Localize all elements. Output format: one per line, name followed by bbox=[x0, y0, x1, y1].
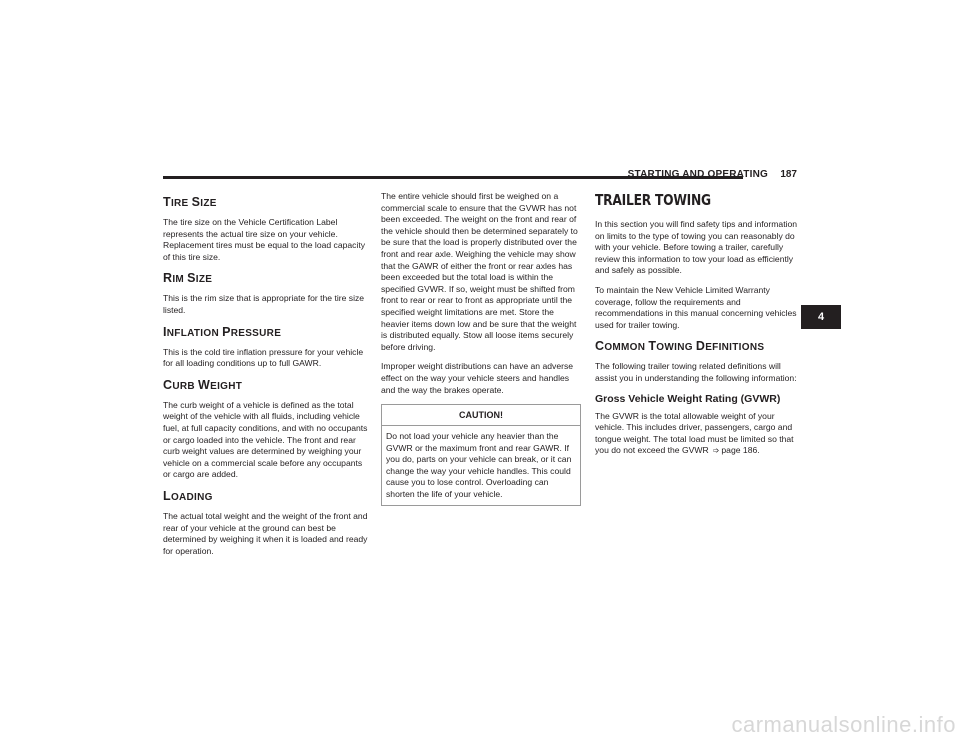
heading-tire-size: TIRE SIZE bbox=[163, 195, 217, 209]
loading-text: The actual total weight and the weight of the front and rear of your vehicle at the ground can best be determined by weighing it when it is loaded and ready for operation. bbox=[163, 510, 368, 556]
caution-title: CAUTION! bbox=[382, 405, 580, 426]
page-reference-arrow-icon: ➩ bbox=[712, 446, 720, 456]
warranty-paragraph: To maintain the New Vehicle Limited Warranty coverage, follow the requirements and recommendations in this manual concerning vehicles used for trailer towing. bbox=[595, 284, 797, 330]
running-header-section: STARTING AND OPERATING bbox=[627, 169, 768, 180]
heading-trailer-towing: TRAILER TOWING bbox=[595, 191, 711, 209]
heading-gvwr: Gross Vehicle Weight Rating (GVWR) bbox=[595, 392, 781, 405]
chapter-tab[interactable]: 4 bbox=[801, 305, 841, 329]
gvwr-text: The GVWR is the total allowable weight of your vehicle. This includes driver, passengers, cargo and tongue weight. The total load must be limited so that you do not exceed the GVWR ➩ page 186. bbox=[595, 410, 794, 456]
page-number: 187 bbox=[780, 169, 797, 180]
definitions-text: The following trailer towing related definitions will assist you in understanding the following information: bbox=[595, 361, 797, 383]
column-right bbox=[595, 191, 800, 465]
section-inflation-pressure bbox=[163, 325, 368, 370]
curb-weight-text: The curb weight of a vehicle is defined as the total weight of the vehicle with all fluids, including vehicle fuel, at full capacity conditions, and with no occupants or cargo loaded into the vehicle. The front and rear curb weight values are determined by weighing your vehicle on a commercial scale before any occupants or cargo are added. bbox=[163, 399, 368, 480]
heading-loading: LOADING bbox=[163, 488, 213, 503]
page-reference-link[interactable]: page 186. bbox=[721, 445, 760, 456]
column-middle bbox=[381, 191, 581, 506]
section-rim-size bbox=[163, 271, 368, 316]
rim-size-text: This is the rim size that is appropriate for the tire size listed. bbox=[163, 293, 365, 315]
heading-inflation-pressure: INFLATION PRESSURE bbox=[163, 324, 282, 339]
heading-curb-weight: CURB WEIGHT bbox=[163, 377, 243, 392]
watermark: carmanualsonline.info bbox=[731, 712, 956, 737]
inflation-pressure-text: This is the cold tire inflation pressure for your vehicle for all loading conditions up to full GAWR. bbox=[163, 346, 364, 369]
weight-distribution-paragraph: Improper weight distributions can have an adverse effect on the way your vehicle steers and handles and the way the brakes operate. bbox=[381, 361, 574, 395]
section-curb-weight bbox=[163, 378, 368, 481]
tire-size-text: The tire size on the Vehicle Certification Label represents the actual tire size on your vehicle. Replacement tires must be equal to the load capacity of this tire size. bbox=[163, 217, 366, 262]
section-common-towing-definitions bbox=[595, 339, 800, 384]
trailer-towing-intro: In this section you will find safety tips and information on limits to the type of towing you can reasonably do with your vehicle. Before towing a trailer, carefully review this information to tow your load as efficiently and safely as possible. bbox=[595, 219, 798, 276]
caution-text: Do not load your vehicle any heavier than the GVWR or the maximum front and rear GAWR. If you do, parts on your vehicle can break, or it can change the way your vehicle handles. This could cause you to lose control. Overloading can shorten the life of your vehicle. bbox=[386, 431, 572, 500]
caution-box bbox=[381, 404, 581, 506]
column-left bbox=[163, 191, 368, 565]
section-tire-size bbox=[163, 195, 368, 263]
section-loading bbox=[163, 489, 368, 557]
heading-rim-size: RIM SIZE bbox=[163, 271, 213, 286]
heading-common-towing-definitions: COMMON TOWING DEFINITIONS bbox=[595, 339, 765, 354]
weighing-paragraph: The entire vehicle should first be weighed on a commercial scale to ensure that the GVWR has not been exceeded. The weight on the front and rear of the vehicle should then be determined separately to be sure that the load is properly distributed over the front and rear axle. Weighing the vehicle may show that the GAWR of either the front or rear axles has been exceeded but the total load is within the specified GVWR. If so, weight must be shifted from front to rear or rear to front as appropriate until the specified weight limitations are met. Store the heavier items down low and be sure that the weight is distributed equally. Stow all loose items securely before driving. bbox=[381, 191, 578, 352]
